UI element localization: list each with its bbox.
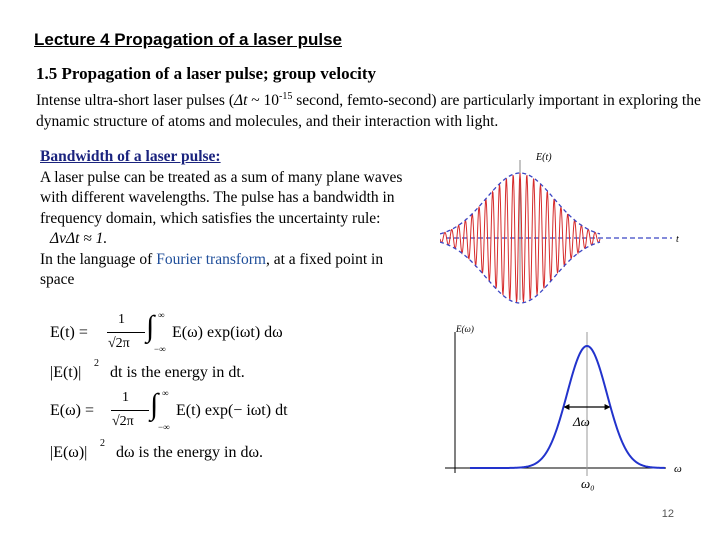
- eq3-numerator: 1: [122, 390, 129, 405]
- eq4-body: dω is the energy in dω.: [116, 444, 263, 461]
- eq1-numerator: 1: [118, 312, 125, 327]
- fourier-text: [40, 250, 420, 291]
- eq2-power: 2: [94, 358, 99, 369]
- uncertainty-relation: ΔνΔt ≈ 1.: [50, 230, 108, 247]
- freq-plot-x-label: ω: [674, 463, 682, 475]
- bandwidth-text: [40, 168, 420, 250]
- time-plot-y-label: E(t): [536, 152, 552, 163]
- eq3-denominator: √2π: [112, 414, 134, 429]
- intro-text-2: ~ 10: [247, 92, 280, 110]
- eq3-fraction-bar: [111, 410, 149, 411]
- eq2-body: dt is the energy in dt.: [110, 364, 245, 381]
- eq1-lower-limit: −∞: [154, 344, 166, 354]
- eq3-upper-limit: ∞: [162, 388, 169, 398]
- eq1-upper-limit: ∞: [158, 310, 165, 320]
- eq1-body: E(ω) exp(iωt) dω: [172, 324, 283, 341]
- intro-exponent: -15: [279, 91, 293, 102]
- intro-delta-t: Δt: [234, 92, 248, 110]
- eq3-lhs: E(ω) =: [50, 402, 94, 419]
- center-frequency-label: ω₀: [581, 476, 595, 491]
- eq4-lhs: |E(ω)|: [50, 444, 88, 461]
- intro-paragraph: [36, 86, 706, 132]
- eq2-lhs: |E(t)|: [50, 364, 82, 381]
- slide-title: Lecture 4 Propagation of a laser pulse: [34, 30, 342, 49]
- section-title: 1.5 Propagation of a laser pulse; group velocity: [36, 64, 376, 83]
- bandwidth-description: A laser pulse can be treated as a sum of many plane waves with different wavelengths. The pulse has a bandwidth in frequency domain, which satisfies the uncertainty rule:: [40, 168, 403, 227]
- fourier-intro: In the language of: [40, 250, 157, 268]
- freq-plot-y-label: E(ω): [456, 324, 474, 334]
- intro-text-1: Intense ultra-short laser pulses (: [36, 92, 234, 110]
- eq4-power: 2: [100, 438, 105, 449]
- intro-text-3: second, femto-second) are particularly important in exploring the dynamic structure of atoms and molecules, and their interaction with light.: [36, 92, 701, 131]
- eq1-integral: ∫: [146, 310, 155, 343]
- eq3-body: E(t) exp(− iωt) dt: [176, 402, 288, 419]
- bandwidth-label: Δω: [573, 414, 590, 429]
- equation-fourier-inverse: [50, 390, 290, 438]
- bandwidth-block: [40, 147, 420, 291]
- eq3-integral: ∫: [150, 388, 159, 421]
- frequency-spectrum-plot: [440, 318, 690, 492]
- fourier-tail: , at a fixed point in space: [40, 250, 384, 288]
- eq3-lower-limit: −∞: [158, 422, 170, 432]
- bandwidth-heading: Bandwidth of a laser pulse:: [40, 148, 221, 165]
- time-domain-pulse-plot: [440, 148, 690, 308]
- time-plot-x-label: t: [676, 234, 679, 245]
- fourier-transform-link: Fourier transform: [156, 250, 266, 268]
- eq1-fraction-bar: [107, 332, 145, 333]
- equation-fourier-forward: [50, 312, 290, 360]
- page-number: 12: [661, 508, 674, 520]
- equation-energy-frequency: [50, 438, 290, 468]
- equation-energy-time: [50, 358, 290, 388]
- eq1-denominator: √2π: [108, 336, 130, 351]
- eq1-lhs: E(t) =: [50, 324, 88, 341]
